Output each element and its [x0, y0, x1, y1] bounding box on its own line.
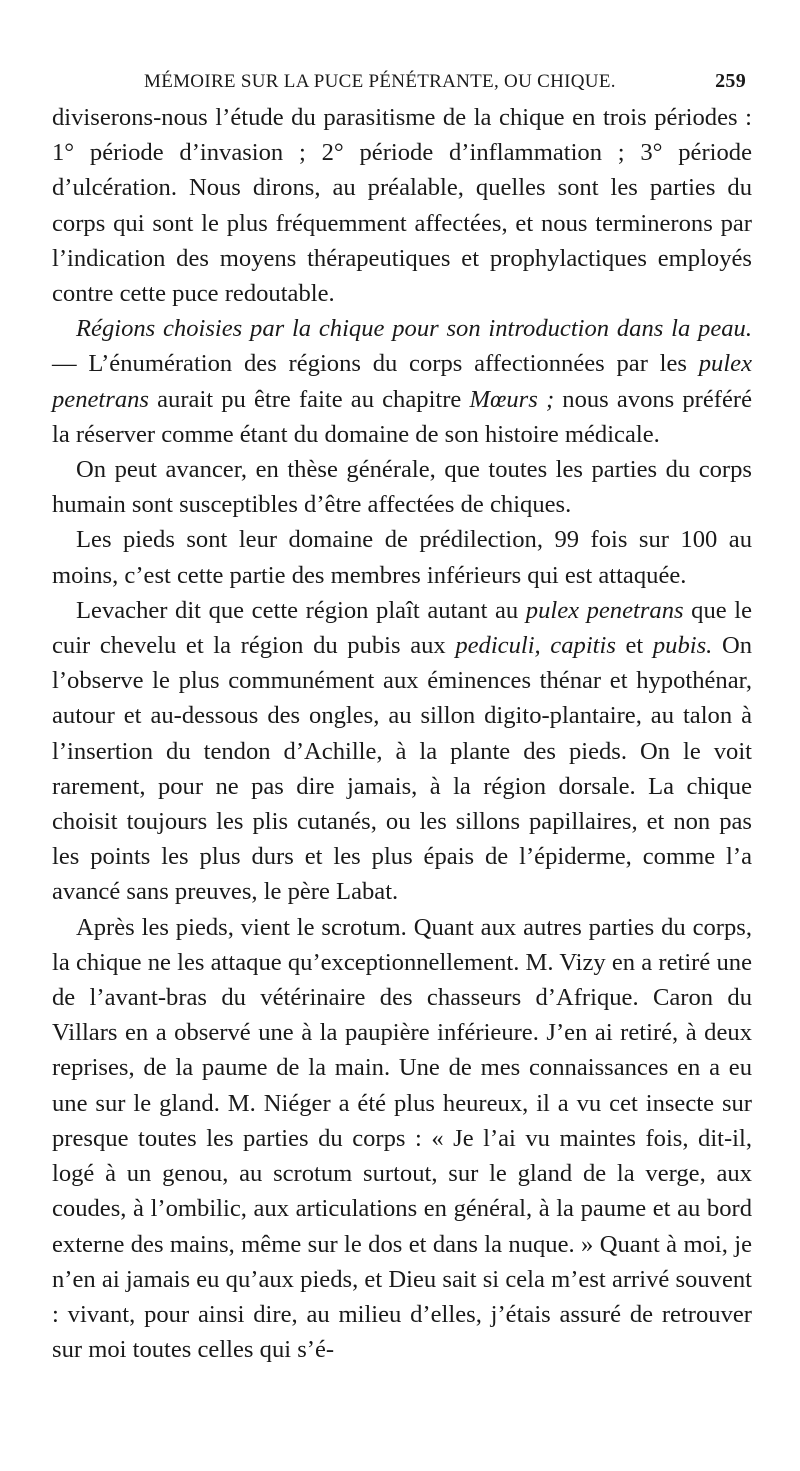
- chapter-reference: Mœurs ;: [469, 385, 555, 413]
- body-text: [52, 100, 752, 1367]
- text-run: nous avons préféré la réserver comme étant du domaine de son histoire médicale.: [52, 385, 752, 448]
- latin-term: pulex penetrans: [52, 350, 752, 413]
- paragraph-feet: Les pieds sont leur domaine de prédilection, 99 fois sur 100 au moins, c’est cette partie des membres inférieurs qui est attaquée.: [52, 526, 752, 589]
- text-run: Levacher dit que cette région plaît autant au: [76, 596, 526, 624]
- paragraph-regions: [52, 311, 752, 452]
- text-run: que le cuir chevelu et la région du pubis aux: [52, 596, 752, 660]
- text-run: et: [615, 632, 653, 660]
- section-heading: Régions choisies par la chique pour son introduction dans la peau.: [76, 315, 752, 343]
- text-run: On l’observe le plus communément aux éminences thénar et hypothénar, autour et au-dessous des ongles, au sillon digito-plantaire, au talon à l’insertion du tendon d’Achille, à la plante des pieds. On le voit rarement, pour ne pas dire jamais, à la région dorsale. La chique choisit toujours les plis cutanés, ou les sillons papillaires, et non pas les points les plus durs et les plus épais de l’épiderme, comme l’a avancé sans preuves, le père Labat.: [52, 632, 752, 906]
- running-title: MÉMOIRE SUR LA PUCE PÉNÉTRANTE, OU CHIQUE.: [144, 71, 616, 92]
- paragraph-levacher: [52, 593, 752, 910]
- latin-term: pediculi, capitis: [455, 632, 616, 660]
- paragraph-general: On peut avancer, en thèse générale, que toutes les parties du corps humain sont susceptibles d’être affectées de chiques.: [52, 456, 752, 519]
- text-run: aurait pu être faite au chapitre: [149, 385, 470, 413]
- page-number: 259: [715, 70, 746, 92]
- paragraph-other-parts: Après les pieds, vient le scrotum. Quant aux autres parties du corps, la chique ne les attaque qu’exceptionnellement. M. Vizy en a retiré une de l’avant-bras du vétérinaire des chasseurs d’Afrique. Caron du Villars en a observé une à la paupière inférieure. J’en ai retiré, à deux reprises, de la paume de la main. Une de mes connaissances en a eu une sur le gland. M. Niéger a été plus heureux, il a vu cet insecte sur presque toutes les parties du corps : « Je l’ai vu maintes fois, dit-il, logé à un genou, au scrotum surtout, sur le gland de la verge, aux coudes, à l’ombilic, aux articulations en général, à la paume et au bord externe des mains, même sur le dos et dans la nuque. » Quant à moi, je n’en ai jamais eu qu’aux pieds, et Dieu sait si cela m’est arrivé souvent : vivant, pour ainsi dire, au milieu d’elles, j’étais assuré de retrouver sur moi toutes celles qui s’é-: [52, 913, 752, 1364]
- latin-term: pulex penetrans: [525, 596, 684, 624]
- latin-term: pubis.: [652, 632, 713, 660]
- paragraph-continued: diviserons-nous l’étude du parasitisme de la chique en trois périodes : 1° période d’invasion ; 2° période d’inflammation ; 3° période d’ulcération. Nous dirons, au préalable, quelles sont les parties du corps qui sont le plus fréquemment affectées, et nous terminerons par l’indication des moyens thérapeutiques et prophylactiques employés contre cette puce redoutable.: [52, 104, 752, 308]
- text-run: — L’énumération des régions du corps affectionnées par les: [52, 350, 699, 378]
- running-head: [52, 70, 752, 100]
- book-page: [52, 70, 752, 1367]
